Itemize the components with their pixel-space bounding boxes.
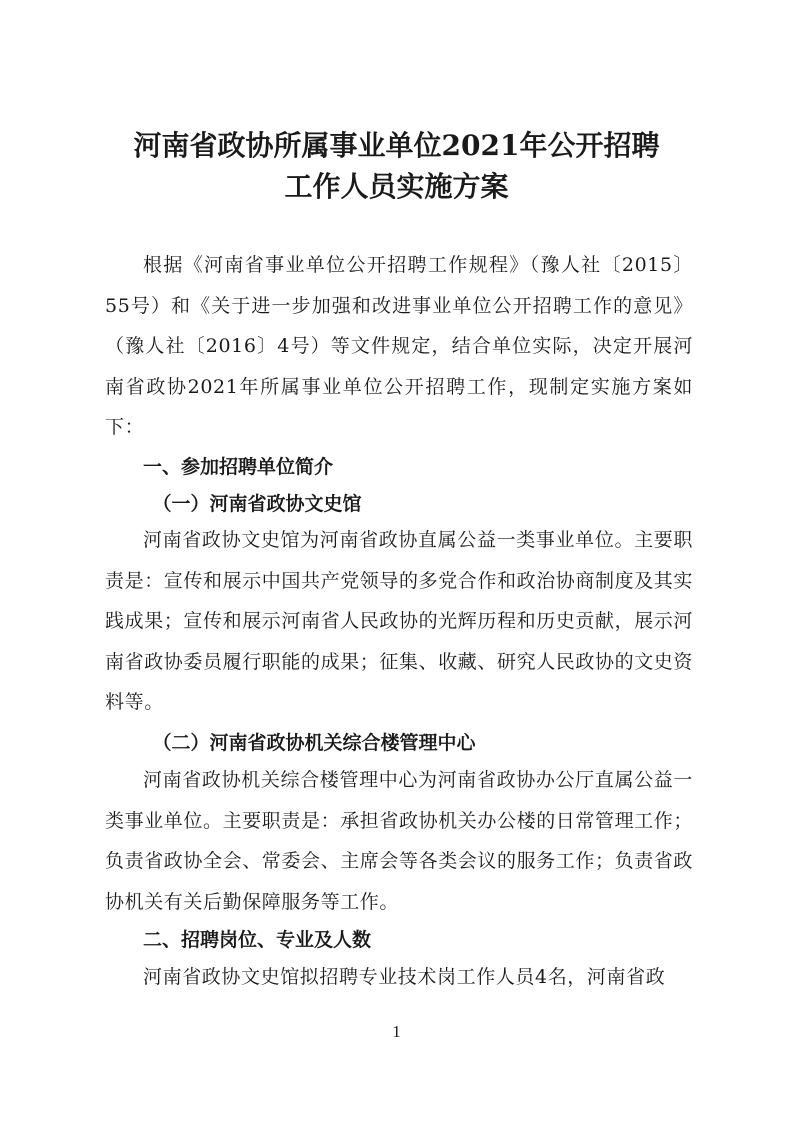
section-1-1-heading: （一）河南省政协文史馆: [152, 493, 362, 515]
section-1-2-heading: （二）河南省政协机关综合楼管理中心: [152, 732, 476, 754]
intro-paragraph: 根据《河南省事业单位公开招聘工作规程》（豫人社〔2015〕55号）和《关于进一步加强和改进事业单位公开招聘工作的意见》（豫人社〔2016〕4号）等文件规定，结合单位实际，决定开展河南省政协2021年所属事业单位公开招聘工作，现制定实施方案如下：: [105, 254, 693, 438]
section-2-paragraph: 河南省政协文史馆拟招聘专业技术岗工作人员4名，河南省政: [143, 966, 666, 988]
page-number: 1: [392, 1022, 401, 1041]
section-1-heading: 一、参加招聘单位简介: [143, 456, 334, 478]
section-1-2-paragraph: 河南省政协机关综合楼管理中心为河南省政协办公厅直属公益一类事业单位。主要职责是：承担省政协机关办公楼的日常管理工作；负责省政协全会、常委会、主席会等各类会议的服务工作；负责省政协机关有关后勤保障服务等工作。: [105, 769, 694, 913]
section-2-heading: 二、招聘岗位、专业及人数: [143, 929, 372, 951]
document-title-line-1: 河南省政协所属事业单位2021年公开招聘: [133, 129, 660, 162]
document-title-line-2: 工作人员实施方案: [284, 170, 509, 203]
section-1-1-paragraph: 河南省政协文史馆为河南省政协直属公益一类事业单位。主要职责是：宣传和展示中国共产党领导的多党合作和政治协商制度及其实践成果；宣传和展示河南省人民政协的光辉历程和历史贡献，展示河南省政协委员履行职能的成果；征集、收藏、研究人民政协的文史资料等。: [105, 529, 694, 713]
